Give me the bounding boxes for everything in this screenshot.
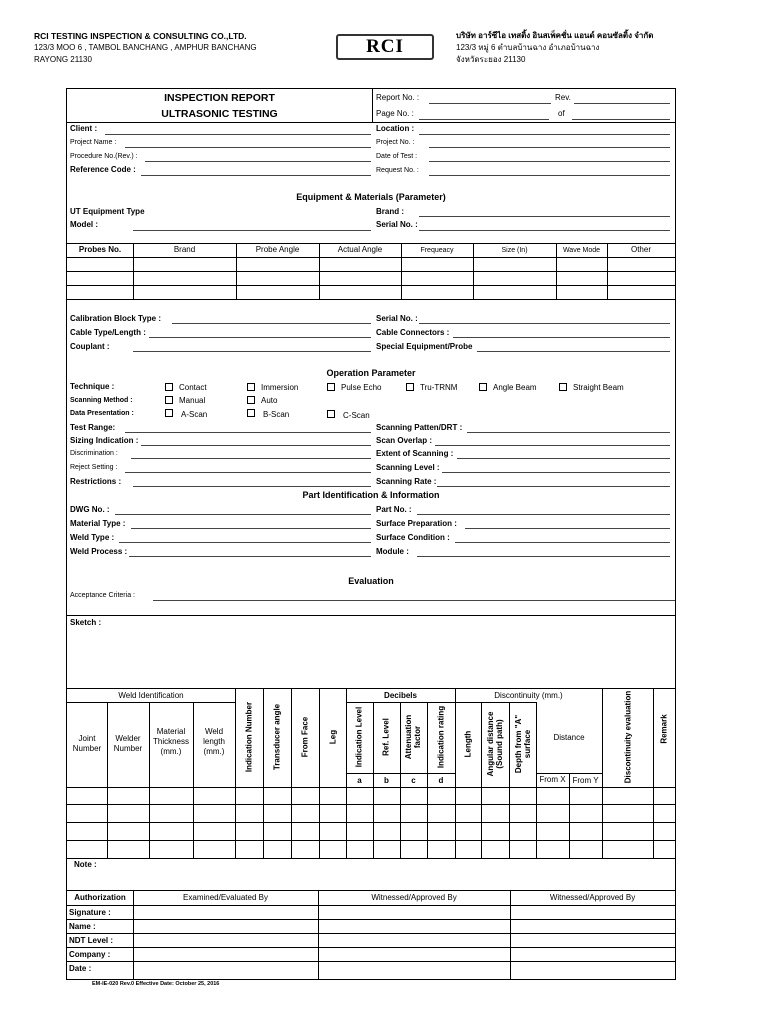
dwg-label: DWG No. :	[70, 505, 110, 514]
part-heading: Part Identification & Information	[302, 490, 440, 500]
page-total-field[interactable]	[572, 119, 670, 120]
reference-label: Reference Code :	[70, 165, 136, 174]
indication-rating-header: Indication rating	[436, 705, 446, 769]
evaluation-heading: Evaluation	[348, 576, 394, 586]
part-no-field[interactable]	[417, 514, 670, 515]
company-address-en-2: RAYONG 21130	[34, 55, 92, 64]
weld-length-header: Weld length (mm.)	[203, 727, 225, 756]
angular-distance-header: Angular distance (Sound path)	[486, 711, 504, 777]
auto-checkbox[interactable]	[247, 396, 255, 404]
probes-col-other: Other	[630, 245, 651, 254]
inspection-form	[66, 88, 676, 980]
equipment-serial-field[interactable]	[419, 230, 670, 231]
test-range-label: Test Range:	[70, 423, 116, 432]
probes-col-brand: Brand	[173, 245, 196, 254]
scanning-level-label: Scanning Level :	[376, 463, 440, 472]
thickness-header: Material Thickness (mm.)	[152, 727, 189, 756]
col-a: a	[357, 776, 362, 785]
reject-field[interactable]	[125, 472, 371, 473]
material-type-label: Material Type :	[70, 519, 126, 528]
remark-header: Remark	[659, 714, 669, 744]
module-field[interactable]	[417, 556, 670, 557]
project-name-label: Project Name :	[70, 139, 117, 146]
sizing-label: Sizing Indication :	[70, 436, 139, 445]
scanning-rate-label: Scanning Rate :	[376, 477, 437, 486]
contact-checkbox[interactable]	[165, 383, 173, 391]
sizing-field[interactable]	[141, 445, 371, 446]
sketch-label: Sketch :	[70, 618, 102, 627]
contact-option: Contact	[179, 383, 207, 392]
decibels-header: Decibels	[384, 691, 417, 700]
company-name-th: บริษัท อาร์ซีไอ เทสติ้ง อินสเพ็คชั่น แอนด์ คอนซัลติ้ง จำกัด	[456, 31, 654, 40]
col-b: b	[384, 776, 389, 785]
company-logo: RCI	[336, 34, 434, 60]
joint-number-header: Joint Number	[72, 734, 102, 753]
extent-label: Extent of Scanning :	[376, 449, 454, 458]
sketch-area[interactable]	[67, 629, 675, 687]
document-footer: EM-IE-020 Rev.0 Effective Date: October 25, 2016	[92, 981, 220, 987]
report-no-field[interactable]	[429, 103, 551, 104]
location-label: Location :	[376, 124, 415, 133]
scanning-pattern-field[interactable]	[467, 432, 670, 433]
client-label: Client :	[70, 124, 98, 133]
manual-checkbox[interactable]	[165, 396, 173, 404]
discontinuity-header: Discontinuity (mm.)	[494, 691, 563, 700]
report-no-label: Report No. :	[376, 93, 420, 102]
technique-label: Technique :	[70, 382, 115, 391]
acceptance-field[interactable]	[153, 600, 675, 601]
restrictions-label: Restrictions :	[70, 477, 122, 486]
surface-prep-field[interactable]	[465, 528, 670, 529]
company-address-th: 123/3 หมู่ 6 ตำบลบ้านฉาง อำเภอบ้านฉาง	[456, 43, 600, 52]
model-field[interactable]	[133, 230, 371, 231]
surface-cond-field[interactable]	[455, 542, 670, 543]
equipment-heading: Equipment & Materials (Parameter)	[296, 192, 446, 202]
reference-field[interactable]	[141, 175, 371, 176]
ndt-level-label: NDT Level :	[69, 936, 114, 945]
immersion-option: Immersion	[261, 383, 299, 392]
depth-header: Depth from "A" surface	[514, 714, 532, 774]
procedure-label: Procedure No.(Rev.) :	[70, 153, 138, 160]
date-of-test-label: Date of Test :	[376, 153, 418, 160]
a-scan-option: A-Scan	[181, 410, 208, 419]
auto-option: Auto	[261, 396, 278, 405]
ref-level-header: Ref. Level	[381, 718, 391, 756]
report-title: INSPECTION REPORT	[164, 92, 275, 104]
weld-type-label: Weld Type :	[70, 533, 115, 542]
operation-heading: Operation Parameter	[326, 368, 416, 378]
cable-label: Cable Type/Length :	[70, 328, 146, 337]
authorization-title: Authorization	[74, 893, 126, 902]
test-range-field[interactable]	[125, 432, 371, 433]
acceptance-label: Acceptance Criteria :	[70, 592, 135, 599]
brand-field[interactable]	[419, 216, 670, 217]
calibration-block-label: Calibration Block Type :	[70, 314, 161, 323]
scanning-method-label: Scanning Method :	[70, 397, 133, 404]
length-header: Length	[463, 730, 473, 758]
dwg-field[interactable]	[115, 514, 371, 515]
request-no-label: Request No. :	[376, 167, 419, 174]
tru-trnm-checkbox[interactable]	[406, 383, 414, 391]
probes-col-frequency: Frequeacy	[420, 247, 454, 254]
date-label: Date :	[69, 964, 92, 973]
rev-label: Rev.	[555, 93, 571, 102]
company-name-en: RCI TESTING INSPECTION & CONSULTING CO.,LTD.	[34, 31, 247, 41]
welder-number-header: Welder Number	[113, 734, 143, 753]
date-of-test-field[interactable]	[429, 161, 670, 162]
client-field[interactable]	[105, 134, 371, 135]
signature-label: Signature :	[69, 908, 111, 917]
connectors-field[interactable]	[453, 337, 670, 338]
probes-col-angle: Probe Angle	[255, 245, 300, 254]
from-y-header: From Y	[572, 776, 599, 785]
note-area[interactable]	[107, 859, 675, 889]
c-scan-option: C-Scan	[343, 411, 370, 420]
examined-by-header: Examined/Evaluated By	[183, 893, 268, 902]
discrimination-field[interactable]	[131, 458, 371, 459]
couplant-field[interactable]	[133, 351, 371, 352]
name-label: Name :	[69, 922, 96, 931]
leg-header: Leg	[328, 729, 338, 745]
of-label: of	[558, 109, 565, 118]
company-address-th-2: จังหวัดระยอง 21130	[456, 55, 526, 64]
request-no-field[interactable]	[429, 175, 670, 176]
probes-col-wave: Wave Mode	[562, 247, 601, 254]
manual-option: Manual	[179, 396, 206, 405]
tru-trnm-option: Tru-TRNM	[420, 383, 458, 392]
col-c: c	[411, 776, 416, 785]
probes-col-size: Size (In)	[501, 247, 528, 254]
from-face-header: From Face	[300, 716, 310, 758]
pulse-echo-option: Pulse Echo	[341, 383, 382, 392]
scan-overlap-label: Scan Overlap :	[376, 436, 433, 445]
connectors-label: Cable Connectors :	[376, 328, 450, 337]
scan-overlap-field[interactable]	[435, 445, 670, 446]
probes-col-actual: Actual Angle	[337, 245, 383, 254]
project-no-label: Project No. :	[376, 139, 415, 146]
angle-beam-checkbox[interactable]	[479, 383, 487, 391]
material-type-field[interactable]	[131, 528, 371, 529]
indication-number-header: Indication Number	[244, 701, 254, 773]
project-name-field[interactable]	[125, 147, 371, 148]
straight-beam-checkbox[interactable]	[559, 383, 567, 391]
discrimination-label: Discrimination :	[70, 450, 118, 457]
weld-process-label: Weld Process :	[70, 547, 128, 556]
company-label: Company :	[69, 950, 111, 959]
transducer-angle-header: Transducer angle	[272, 703, 282, 771]
page-no-label: Page No. :	[376, 109, 414, 118]
calibration-block-field[interactable]	[172, 323, 371, 324]
scanning-level-field[interactable]	[442, 472, 670, 473]
indication-level-header: Indication Level	[354, 706, 364, 768]
model-label: Model :	[70, 220, 98, 229]
cable-field[interactable]	[149, 337, 371, 338]
b-scan-checkbox[interactable]	[247, 409, 255, 417]
equipment-serial-label: Serial No. :	[376, 220, 418, 229]
couplant-label: Couplant :	[70, 342, 110, 351]
note-label: Note :	[74, 860, 97, 869]
part-no-label: Part No. :	[376, 505, 412, 514]
c-scan-checkbox[interactable]	[327, 410, 335, 418]
restrictions-field[interactable]	[133, 486, 371, 487]
extent-field[interactable]	[457, 458, 670, 459]
weld-id-header: Weld Identification	[118, 691, 184, 700]
calibration-serial-label: Serial No. :	[376, 314, 418, 323]
witnessed-by-header-2: Witnessed/Approved By	[549, 893, 636, 902]
from-x-header: From X	[539, 775, 566, 784]
immersion-checkbox[interactable]	[247, 383, 255, 391]
reject-label: Reject Setting :	[70, 464, 118, 471]
pulse-echo-checkbox[interactable]	[327, 383, 335, 391]
distance-header: Distance	[553, 733, 585, 742]
b-scan-option: B-Scan	[263, 410, 290, 419]
straight-beam-option: Straight Beam	[573, 383, 624, 392]
location-field[interactable]	[419, 134, 670, 135]
ut-equipment-label: UT Equipment Type	[70, 207, 145, 216]
special-equipment-field[interactable]	[477, 351, 670, 352]
data-presentation-label: Data Presentation :	[70, 410, 134, 417]
angle-beam-option: Angle Beam	[493, 383, 537, 392]
brand-label: Brand :	[376, 207, 404, 216]
report-subtitle: ULTRASONIC TESTING	[161, 108, 278, 120]
a-scan-checkbox[interactable]	[165, 409, 173, 417]
discontinuity-evaluation-header: Discontinuity evaluation	[623, 690, 633, 784]
module-label: Module :	[376, 547, 409, 556]
project-no-field[interactable]	[429, 147, 670, 148]
surface-cond-label: Surface Condition :	[376, 533, 450, 542]
calibration-serial-field[interactable]	[419, 323, 670, 324]
scanning-rate-field[interactable]	[437, 486, 670, 487]
witnessed-by-header-1: Witnessed/Approved By	[371, 893, 457, 902]
rev-field[interactable]	[574, 103, 670, 104]
page-no-field[interactable]	[419, 119, 549, 120]
special-equipment-label: Special Equipment/Probe	[376, 342, 473, 351]
col-d: d	[438, 776, 444, 785]
surface-prep-label: Surface Preparation :	[376, 519, 457, 528]
company-address-en: 123/3 MOO 6 , TAMBOL BANCHANG , AMPHUR BANCHANG	[34, 43, 257, 52]
attenuation-header: Attenuation factor	[404, 714, 422, 760]
scanning-pattern-label: Scanning Patten/DRT :	[376, 423, 463, 432]
procedure-field[interactable]	[145, 161, 371, 162]
probes-col-no: Probes No.	[78, 245, 122, 254]
weld-type-field[interactable]	[119, 542, 371, 543]
weld-process-field[interactable]	[129, 556, 371, 557]
